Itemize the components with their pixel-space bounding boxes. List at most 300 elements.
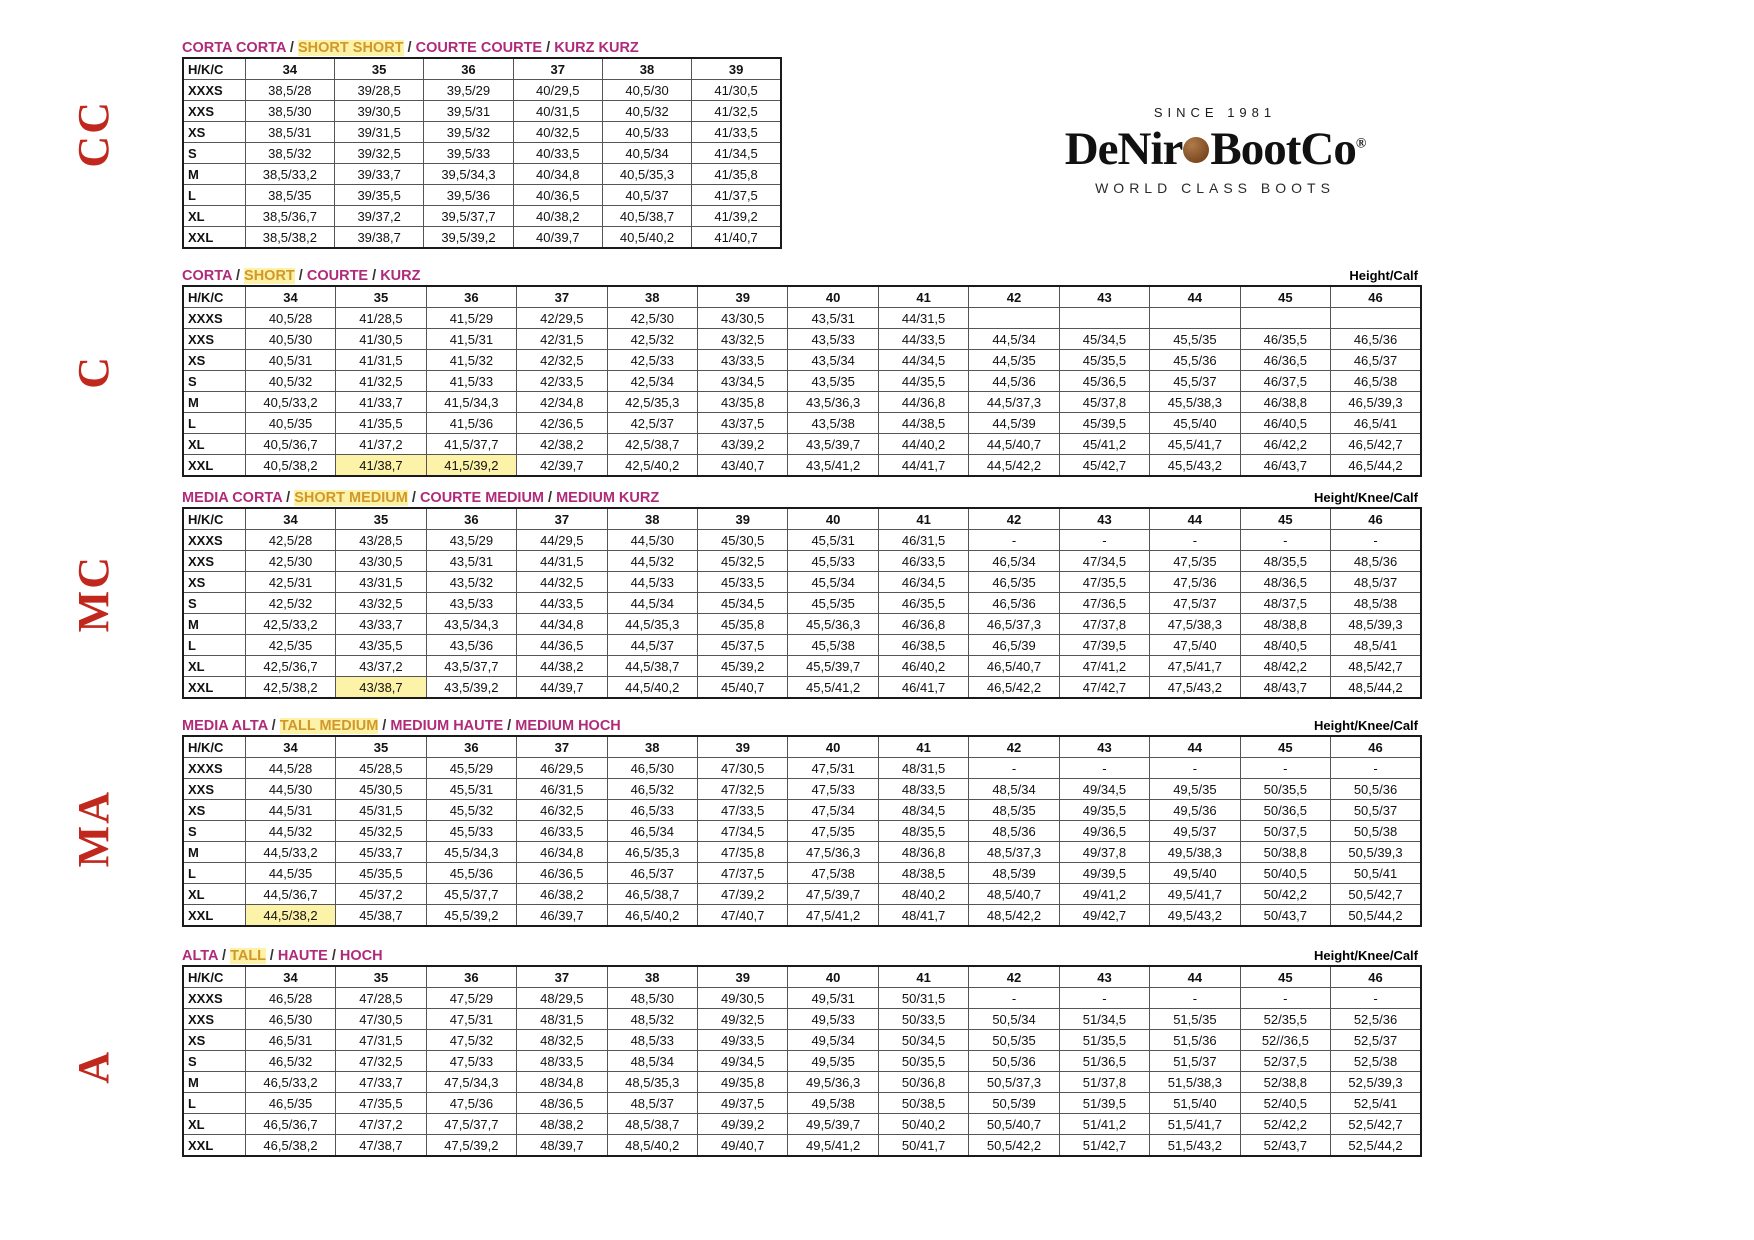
size-cell: 40,5/34 (602, 143, 691, 164)
size-cell: 52,5/37 (1331, 1030, 1421, 1051)
size-cell: 44,5/42,2 (969, 455, 1059, 477)
size-cell: 42,5/38,2 (245, 677, 335, 699)
row-label-xs: XS (183, 122, 245, 143)
size-cell: 50/35,5 (878, 1051, 968, 1072)
size-cell: 41,5/31 (426, 329, 516, 350)
size-cell: 46/35,5 (878, 593, 968, 614)
size-cell: - (1331, 988, 1421, 1009)
column-header-44: 44 (1150, 508, 1240, 530)
size-cell: 48,5/41 (1331, 635, 1421, 656)
size-cell: 46,5/40,7 (969, 656, 1059, 677)
size-cell: 50/36,8 (878, 1072, 968, 1093)
size-cell: 40,5/32 (602, 101, 691, 122)
size-cell: 50,5/42,7 (1331, 884, 1421, 905)
size-cell: 50,5/44,2 (1331, 905, 1421, 927)
column-header-35: 35 (336, 286, 426, 308)
row-label-m: M (183, 614, 245, 635)
size-cell: 47/42,7 (1059, 677, 1149, 699)
size-cell: 40/29,5 (513, 80, 602, 101)
size-cell: 46,5/37 (1331, 350, 1421, 371)
size-cell: 38,5/30 (245, 101, 334, 122)
row-label-xxs: XXS (183, 1009, 245, 1030)
size-cell: 44,5/38,7 (607, 656, 697, 677)
size-cell: 39/30,5 (335, 101, 424, 122)
size-cell: 45/33,7 (336, 842, 426, 863)
column-header-39: 39 (697, 286, 787, 308)
size-cell: 49/35,8 (697, 1072, 787, 1093)
column-header-40: 40 (788, 286, 878, 308)
size-cell: 44/34,8 (517, 614, 607, 635)
size-cell: 47/38,7 (336, 1135, 426, 1157)
column-header-45: 45 (1240, 736, 1330, 758)
size-cell: 40,5/40,2 (602, 227, 691, 249)
size-cell: 46,5/38 (1331, 371, 1421, 392)
table-row (183, 1114, 1421, 1135)
size-cell: 40,5/35 (245, 413, 335, 434)
size-cell: 41/35,8 (692, 164, 781, 185)
size-cell: 38,5/28 (245, 80, 334, 101)
size-cell: 45,5/43,2 (1150, 455, 1240, 477)
size-cell: 42/32,5 (517, 350, 607, 371)
size-cell: 41/32,5 (336, 371, 426, 392)
size-cell: 50/33,5 (878, 1009, 968, 1030)
size-cell: 43/35,5 (336, 635, 426, 656)
size-cell: - (1150, 758, 1240, 779)
size-cell: 43,5/33 (788, 329, 878, 350)
size-cell: 45,5/36,3 (788, 614, 878, 635)
size-cell: 44/31,5 (517, 551, 607, 572)
row-label-l: L (183, 863, 245, 884)
size-cell: 44,5/28 (245, 758, 335, 779)
size-cell: 44/33,5 (517, 593, 607, 614)
size-cell: 45,5/31 (426, 779, 516, 800)
size-cell: 40,5/38,2 (245, 455, 335, 477)
table-row (183, 905, 1421, 927)
size-cell: 44,5/30 (607, 530, 697, 551)
side-label-mc: MC (69, 555, 118, 633)
size-cell: 40,5/33,2 (245, 392, 335, 413)
table-row (183, 350, 1421, 371)
row-label-m: M (183, 392, 245, 413)
column-header-37: 37 (513, 58, 602, 80)
table-row (183, 80, 781, 101)
row-label-xxs: XXS (183, 551, 245, 572)
column-header-46: 46 (1331, 286, 1421, 308)
row-label-s: S (183, 1051, 245, 1072)
row-label-xxl: XXL (183, 227, 245, 249)
size-cell: 51,5/41,7 (1150, 1114, 1240, 1135)
size-cell: 46,5/31 (245, 1030, 335, 1051)
size-cell: 44/41,7 (878, 455, 968, 477)
size-cell: 47,5/36 (426, 1093, 516, 1114)
size-table-media-corta (182, 507, 1422, 699)
table-row (183, 779, 1421, 800)
column-header-34: 34 (245, 736, 335, 758)
column-header-40: 40 (788, 508, 878, 530)
title-en: SHORT SHORT (298, 40, 404, 56)
size-cell: 42/31,5 (517, 329, 607, 350)
size-cell: 42/34,8 (517, 392, 607, 413)
size-cell: 47/32,5 (697, 779, 787, 800)
size-cell: 50/41,7 (878, 1135, 968, 1157)
measurement-note: Height/Knee/Calf (1313, 718, 1418, 733)
size-cell: 44/35,5 (878, 371, 968, 392)
size-cell: 41/33,7 (336, 392, 426, 413)
size-cell: 52/42,2 (1240, 1114, 1330, 1135)
size-cell: 45,5/34,3 (426, 842, 516, 863)
size-cell: 40,5/38,7 (602, 206, 691, 227)
size-cell: 44/39,7 (517, 677, 607, 699)
size-cell: 51/35,5 (1059, 1030, 1149, 1051)
size-cell: 42,5/31 (245, 572, 335, 593)
size-cell: 47/34,5 (697, 821, 787, 842)
size-cell: 47/37,8 (1059, 614, 1149, 635)
size-cell: 45,5/35 (1150, 329, 1240, 350)
size-cell: 41/31,5 (336, 350, 426, 371)
size-cell: 43,5/38 (788, 413, 878, 434)
size-cell: 46/40,5 (1240, 413, 1330, 434)
size-cell: 44/29,5 (517, 530, 607, 551)
size-cell: 49,5/37 (1150, 821, 1240, 842)
size-cell: 48/36,5 (1240, 572, 1330, 593)
size-cell: 41/28,5 (336, 308, 426, 329)
size-cell: 43,5/34 (788, 350, 878, 371)
size-cell: 43,5/29 (426, 530, 516, 551)
size-cell: 40,5/28 (245, 308, 335, 329)
size-cell: 43,5/35 (788, 371, 878, 392)
size-cell: 44/38,2 (517, 656, 607, 677)
size-cell: 47,5/31 (426, 1009, 516, 1030)
size-cell: 44,5/34 (607, 593, 697, 614)
size-cell: 41/37,2 (336, 434, 426, 455)
table-row (183, 1030, 1421, 1051)
size-cell: 48,5/30 (607, 988, 697, 1009)
size-cell: 51/41,2 (1059, 1114, 1149, 1135)
size-cell: 50/34,5 (878, 1030, 968, 1051)
column-header-41: 41 (878, 966, 968, 988)
size-cell: 43/33,5 (697, 350, 787, 371)
size-cell: 52,5/41 (1331, 1093, 1421, 1114)
size-cell: 42,5/33 (607, 350, 697, 371)
size-cell: 39/31,5 (335, 122, 424, 143)
size-cell: 45/37,5 (697, 635, 787, 656)
size-cell: 40/38,2 (513, 206, 602, 227)
size-cell: 45,5/39,2 (426, 905, 516, 927)
size-cell: 48,5/42,7 (1331, 656, 1421, 677)
size-cell: 41/39,2 (692, 206, 781, 227)
size-cell: 46,5/30 (607, 758, 697, 779)
size-cell: 49/41,2 (1059, 884, 1149, 905)
size-cell: 47,5/29 (426, 988, 516, 1009)
size-cell: 40,5/35,3 (602, 164, 691, 185)
size-cell: 48,5/44,2 (1331, 677, 1421, 699)
size-cell: 46,5/33,2 (245, 1072, 335, 1093)
size-cell: - (1240, 988, 1330, 1009)
size-cell: 42,5/40,2 (607, 455, 697, 477)
size-cell: 41/38,7 (336, 455, 426, 477)
table-row (183, 1093, 1421, 1114)
size-cell: 50,5/34 (969, 1009, 1059, 1030)
size-cell: 43/31,5 (336, 572, 426, 593)
row-label-xxxs: XXXS (183, 530, 245, 551)
size-cell: 46/33,5 (878, 551, 968, 572)
size-cell: 43,5/36,3 (788, 392, 878, 413)
table-row (183, 455, 1421, 477)
size-cell: 38,5/33,2 (245, 164, 334, 185)
size-cell: 46,5/38,7 (607, 884, 697, 905)
size-cell: 42/36,5 (517, 413, 607, 434)
column-header-42: 42 (969, 966, 1059, 988)
size-cell: 52//36,5 (1240, 1030, 1330, 1051)
size-cell: 44,5/36,7 (245, 884, 335, 905)
size-cell: 48/36,5 (517, 1093, 607, 1114)
size-cell: - (1059, 530, 1149, 551)
column-header-43: 43 (1059, 966, 1149, 988)
size-cell: 43/33,7 (336, 614, 426, 635)
row-label-s: S (183, 371, 245, 392)
size-cell: 46/37,5 (1240, 371, 1330, 392)
size-cell: 45,5/32 (426, 800, 516, 821)
size-cell: 48/31,5 (878, 758, 968, 779)
size-cell: 41/32,5 (692, 101, 781, 122)
size-cell: 51,5/43,2 (1150, 1135, 1240, 1157)
table-row (183, 1135, 1421, 1157)
size-cell: 44,5/39 (969, 413, 1059, 434)
table-row (183, 371, 1421, 392)
size-cell: 47/35,5 (336, 1093, 426, 1114)
table-header-row (183, 58, 781, 80)
size-cell: 46,5/44,2 (1331, 455, 1421, 477)
size-cell: 49/39,5 (1059, 863, 1149, 884)
size-cell: 47,5/35 (788, 821, 878, 842)
size-cell: 45,5/35 (788, 593, 878, 614)
size-cell: 47,5/38,3 (1150, 614, 1240, 635)
title-es: CORTA (182, 268, 232, 284)
size-cell: 39,5/39,2 (424, 227, 513, 249)
size-cell: 46/31,5 (517, 779, 607, 800)
size-table-corta-corta (182, 57, 782, 249)
size-cell: 46,5/42,2 (969, 677, 1059, 699)
size-cell: 50/38,5 (878, 1093, 968, 1114)
size-cell: 46,5/41 (1331, 413, 1421, 434)
size-cell: 39/33,7 (335, 164, 424, 185)
size-cell: 41,5/33 (426, 371, 516, 392)
title-fr: COURTE COURTE (415, 40, 543, 56)
size-cell (1150, 308, 1240, 329)
column-header-45: 45 (1240, 966, 1330, 988)
size-cell: 40,5/31 (245, 350, 335, 371)
column-header-36: 36 (426, 736, 516, 758)
size-cell: - (969, 758, 1059, 779)
logo-tagline: WORLD CLASS BOOTS (1095, 180, 1335, 196)
registered-mark: ® (1355, 136, 1366, 152)
section-title: CORTA CORTA / SHORT SHORT / COURTE COURTE / KURZ KURZ (182, 40, 639, 56)
size-table-media-alta (182, 735, 1422, 927)
title-de: MEDIUM HOCH (515, 718, 621, 734)
hkc-header: H/K/C (183, 966, 245, 988)
size-cell: 48,5/40,7 (969, 884, 1059, 905)
size-cell: 42,5/35,3 (607, 392, 697, 413)
row-label-s: S (183, 143, 245, 164)
size-cell: 44,5/30 (245, 779, 335, 800)
size-cell: 48,5/36 (969, 821, 1059, 842)
size-cell: 46/43,7 (1240, 455, 1330, 477)
size-cell: 46,5/32 (607, 779, 697, 800)
size-cell: 42,5/28 (245, 530, 335, 551)
column-header-39: 39 (692, 58, 781, 80)
row-label-xxs: XXS (183, 779, 245, 800)
column-header-37: 37 (517, 508, 607, 530)
size-cell: 45,5/36 (426, 863, 516, 884)
table-row (183, 800, 1421, 821)
size-cell: 46/38,5 (878, 635, 968, 656)
row-label-xxl: XXL (183, 677, 245, 699)
size-cell: 46/41,7 (878, 677, 968, 699)
size-cell: 40,5/33 (602, 122, 691, 143)
section-alta (182, 948, 1422, 1157)
size-cell: 46,5/39,3 (1331, 392, 1421, 413)
size-cell: 46,5/36 (969, 593, 1059, 614)
size-cell (969, 308, 1059, 329)
brand-logo (1000, 105, 1430, 196)
size-cell: 48/31,5 (517, 1009, 607, 1030)
size-cell: 48/33,5 (878, 779, 968, 800)
title-fr: HAUTE (277, 948, 328, 964)
size-cell: 42/39,7 (517, 455, 607, 477)
size-cell: 44,5/32 (607, 551, 697, 572)
size-cell: 41,5/36 (426, 413, 516, 434)
size-cell: 47,5/36,3 (788, 842, 878, 863)
size-cell: 43/37,5 (697, 413, 787, 434)
column-header-40: 40 (788, 966, 878, 988)
size-cell: 46/36,5 (517, 863, 607, 884)
size-cell: 49,5/35 (1150, 779, 1240, 800)
section-title: MEDIA ALTA / TALL MEDIUM / MEDIUM HAUTE / MEDIUM HOCH (182, 718, 621, 734)
size-cell: 45,5/31 (788, 530, 878, 551)
size-cell: 46/38,2 (517, 884, 607, 905)
size-cell: 45/32,5 (697, 551, 787, 572)
size-cell: 48/36,8 (878, 842, 968, 863)
table-row (183, 551, 1421, 572)
column-header-39: 39 (697, 966, 787, 988)
column-header-37: 37 (517, 286, 607, 308)
size-cell: 41/35,5 (336, 413, 426, 434)
size-cell: 42,5/30 (607, 308, 697, 329)
table-row (183, 677, 1421, 699)
size-cell: 45,5/39,7 (788, 656, 878, 677)
size-cell: 45,5/38 (788, 635, 878, 656)
size-cell: 46/34,5 (878, 572, 968, 593)
column-header-34: 34 (245, 508, 335, 530)
size-cell: 43,5/33 (426, 593, 516, 614)
size-cell: - (1059, 758, 1149, 779)
size-cell: 45/39,2 (697, 656, 787, 677)
size-cell: 47/33,7 (336, 1072, 426, 1093)
logo-name-right: BootCo (1210, 123, 1356, 175)
size-cell: 44,5/35 (245, 863, 335, 884)
size-cell: 39,5/37,7 (424, 206, 513, 227)
size-cell: 41/37,5 (692, 185, 781, 206)
size-cell: 44/36,8 (878, 392, 968, 413)
size-cell: 42,5/34 (607, 371, 697, 392)
size-cell: 44/36,5 (517, 635, 607, 656)
measurement-note: Height/Knee/Calf (1313, 490, 1418, 505)
size-cell: 52,5/36 (1331, 1009, 1421, 1030)
size-cell: 45,5/37,7 (426, 884, 516, 905)
size-cell: 42,5/30 (245, 551, 335, 572)
size-cell: 44/33,5 (878, 329, 968, 350)
size-cell: 49,5/40 (1150, 863, 1240, 884)
size-cell: 46,5/33 (607, 800, 697, 821)
measurement-note: Height/Calf (1349, 268, 1418, 283)
size-cell: 50,5/36 (969, 1051, 1059, 1072)
title-de: MEDIUM KURZ (556, 490, 660, 506)
table-row (183, 1051, 1421, 1072)
hkc-header: H/K/C (183, 58, 245, 80)
size-cell: 43,5/31 (788, 308, 878, 329)
size-cell: 49,5/31 (788, 988, 878, 1009)
size-cell: 47/32,5 (336, 1051, 426, 1072)
size-cell: 47,5/32 (426, 1030, 516, 1051)
column-header-35: 35 (335, 58, 424, 80)
size-cell: 43,5/34,3 (426, 614, 516, 635)
size-cell: 45/42,7 (1059, 455, 1149, 477)
table-row (183, 988, 1421, 1009)
title-de: KURZ (380, 268, 421, 284)
size-cell: 52,5/38 (1331, 1051, 1421, 1072)
table-header-row (183, 286, 1421, 308)
size-cell: 45,5/41,2 (788, 677, 878, 699)
size-cell: 45/39,5 (1059, 413, 1149, 434)
size-cell: 45/31,5 (336, 800, 426, 821)
size-cell: 43/28,5 (336, 530, 426, 551)
size-cell: 47,5/39,2 (426, 1135, 516, 1157)
size-cell: 49/34,5 (697, 1051, 787, 1072)
size-cell: 42/33,5 (517, 371, 607, 392)
size-cell: 47,5/31 (788, 758, 878, 779)
size-cell: 52,5/39,3 (1331, 1072, 1421, 1093)
size-cell: 49/42,7 (1059, 905, 1149, 927)
size-cell: 44/31,5 (878, 308, 968, 329)
size-cell: 43/30,5 (336, 551, 426, 572)
row-label-s: S (183, 821, 245, 842)
size-cell: 47,5/36 (1150, 572, 1240, 593)
size-cell: 40/34,8 (513, 164, 602, 185)
size-cell: 46,5/37 (607, 863, 697, 884)
size-cell: 45,5/36 (1150, 350, 1240, 371)
row-label-xxxs: XXXS (183, 308, 245, 329)
size-cell: 48,5/34 (969, 779, 1059, 800)
size-cell: 49/39,2 (697, 1114, 787, 1135)
size-cell: 48/34,5 (878, 800, 968, 821)
title-es: CORTA CORTA (182, 40, 286, 56)
size-cell: 46/32,5 (517, 800, 607, 821)
size-cell: 51,5/37 (1150, 1051, 1240, 1072)
size-cell: 49/34,5 (1059, 779, 1149, 800)
size-cell: 43/37,2 (336, 656, 426, 677)
size-cell: 44/38,5 (878, 413, 968, 434)
size-cell: 39/32,5 (335, 143, 424, 164)
size-cell: - (1150, 988, 1240, 1009)
title-es: MEDIA ALTA (182, 718, 268, 734)
side-label-cc: CC (69, 100, 118, 168)
size-cell: 45/37,8 (1059, 392, 1149, 413)
size-cell: - (969, 988, 1059, 1009)
size-cell: 47,5/41,2 (788, 905, 878, 927)
size-cell: 41,5/39,2 (426, 455, 516, 477)
size-cell: 47,5/43,2 (1150, 677, 1240, 699)
table-header-row (183, 736, 1421, 758)
